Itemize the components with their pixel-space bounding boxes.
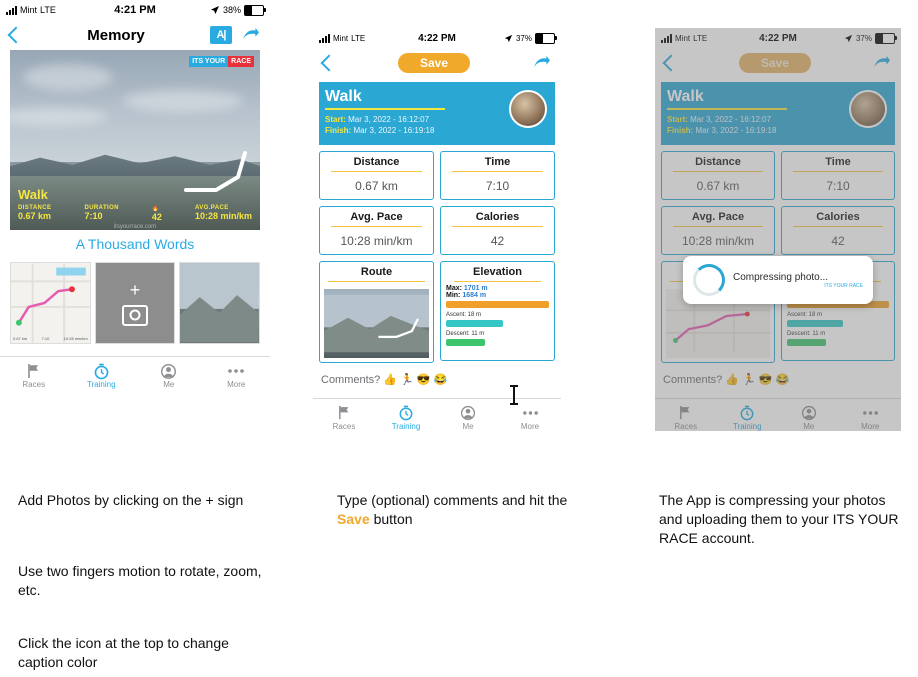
instruction-save-word: Save: [337, 510, 370, 527]
ascent-bar: [787, 320, 843, 327]
compressing-toast: [683, 256, 873, 304]
clock-label: 4:21 PM: [114, 4, 156, 16]
text-cursor: [513, 385, 515, 405]
carrier-label: Mint: [333, 33, 349, 43]
thousand-words-link[interactable]: A Thousand Words: [75, 236, 195, 252]
save-button[interactable]: Save: [398, 53, 470, 73]
phone-screen-comments: [313, 28, 561, 431]
metric-label: Calories: [816, 210, 860, 223]
finish-label: Finish:: [325, 125, 352, 135]
metric-value: 42: [831, 233, 845, 248]
tab-label: Training: [86, 380, 116, 389]
elevation-max-label: Max:: [446, 284, 462, 292]
carrier-label: Mint: [675, 33, 691, 43]
start-value: Mar 3, 2022 - 16:12:07: [348, 115, 430, 124]
metric-divider: [793, 226, 883, 227]
route-overlay-line: [10, 50, 260, 230]
stopwatch-icon: [717, 404, 779, 422]
route-photo: [324, 289, 429, 358]
descent-bar: [787, 339, 826, 346]
stopwatch-icon: [68, 362, 136, 380]
metric-label: Time: [484, 155, 511, 168]
metric-divider: [673, 226, 763, 227]
tab-me[interactable]: [135, 362, 203, 389]
ascent-label: Ascent: 18 m: [446, 311, 482, 318]
caption-color-icon[interactable]: A|: [210, 26, 232, 44]
metric-label: Avg. Pace: [350, 210, 403, 223]
avatar: [849, 90, 887, 128]
metric-value: 10:28 min/km: [681, 233, 755, 248]
stat-calories: [152, 205, 162, 222]
instruction-caption-color: Click the icon at the top to change caption color: [18, 635, 229, 670]
battery-icon: [244, 5, 264, 16]
badge-text-1: ITS YOUR: [189, 56, 228, 67]
page-title: Memory: [87, 26, 145, 44]
route-photo-graphic: [324, 289, 429, 358]
elevation-max: [446, 285, 549, 292]
metric-grid: [319, 151, 555, 363]
elevation-range-bar: [446, 301, 549, 308]
stat-duration: [84, 205, 118, 222]
ascent-label: Ascent: 18 m: [787, 311, 823, 318]
tab-label: Training: [732, 421, 762, 431]
network-label: LTE: [351, 33, 366, 43]
battery-icon: [535, 33, 555, 44]
metric-value: 7:10: [826, 178, 850, 193]
status-bar: [313, 28, 561, 48]
carrier-label: Mint: [20, 5, 38, 15]
ellipsis-icon: [840, 404, 902, 422]
nav-bar: [655, 48, 901, 78]
map-thumbnail[interactable]: [10, 262, 91, 344]
mini-label-pace: 10:28 min/km: [63, 336, 88, 341]
tab-bar: [0, 356, 270, 389]
instruction-add-photos: Add Photos by clicking on the + sign: [18, 492, 244, 508]
share-icon[interactable]: [873, 55, 891, 71]
network-label: LTE: [40, 5, 56, 15]
tab-label: Training: [391, 421, 421, 431]
title-underline: [325, 108, 445, 110]
tab-more[interactable]: [203, 362, 271, 389]
start-label: Start:: [667, 115, 688, 124]
descent-label: Descent: 11 m: [446, 330, 485, 337]
photo-stats-row: [18, 205, 252, 222]
mini-label-distance: 0.67 km: [13, 336, 28, 341]
elevation-card: [440, 261, 555, 361]
tab-more: [840, 404, 902, 431]
stat-label: AVG.PACE: [194, 205, 229, 211]
stat-value: 10:28 min/km: [194, 211, 252, 221]
its-your-race-badge: [189, 56, 254, 67]
finish-value: Mar 3, 2022 - 16:19:18: [353, 125, 435, 135]
metric-divider: [452, 226, 543, 227]
metric-divider: [454, 281, 541, 282]
finish-label: Finish:: [667, 125, 694, 135]
photo-thumbnail-strip: [10, 262, 260, 344]
toast-message: Compressing photo...: [733, 271, 829, 283]
flag-icon: [0, 362, 68, 380]
instruction-type-comments: [337, 491, 587, 529]
tab-label: Me: [163, 380, 175, 389]
metric-value: 10:28 min/km: [340, 233, 413, 248]
descent-label: Descent: 11 m: [787, 330, 826, 337]
battery-percent-label: 38%: [222, 5, 241, 15]
metric-divider: [793, 171, 883, 172]
metric-distance: [319, 151, 434, 200]
nav-bar: [313, 48, 561, 78]
instruction-text-after: button: [369, 510, 413, 527]
metric-time: [781, 151, 895, 200]
metric-label: Time: [825, 155, 851, 168]
battery-icon: [875, 33, 895, 44]
stat-label: DURATION: [84, 205, 119, 211]
phone-screen-uploading: [655, 28, 901, 431]
map-thumbnail-graphic: [11, 263, 90, 343]
stat-label: 🔥: [151, 206, 160, 212]
memory-photo[interactable]: [10, 50, 260, 230]
elevation-min: [446, 292, 549, 299]
metric-label: Calories: [475, 210, 520, 223]
camera-icon: [122, 305, 148, 326]
tab-more[interactable]: [499, 404, 561, 431]
mini-label-time: 7:10: [41, 336, 50, 341]
instruction-compressing: The App is compressing your photos and uploading them to your ITS YOUR RACE account.: [659, 492, 899, 546]
save-button: Save: [739, 53, 811, 73]
metric-time: [440, 151, 555, 200]
tab-me[interactable]: [437, 404, 499, 431]
nav-bar: [0, 20, 270, 50]
watermark-label: itsyourrace.com: [113, 224, 157, 230]
stat-label: DISTANCE: [18, 205, 52, 211]
metric-value: 0.67 km: [355, 178, 398, 193]
instruction-two-fingers: Use two fingers motion to rotate, zoom, etc.: [18, 563, 262, 598]
stat-value: 42: [151, 212, 162, 222]
comments-placeholder: Comments? 👍 🏃 😎 😂: [663, 373, 790, 386]
phone-screen-memory: [0, 0, 270, 389]
status-bar: [655, 28, 901, 48]
activity-header-card: [319, 82, 555, 145]
photo-thumbnail[interactable]: [179, 262, 260, 344]
person-icon: [778, 404, 840, 422]
person-icon: [135, 362, 203, 380]
flag-icon: [655, 404, 717, 422]
tab-label: Races: [332, 421, 356, 431]
metric-label: Avg. Pace: [691, 210, 745, 223]
clock-label: 4:22 PM: [759, 32, 797, 44]
tab-label: More: [520, 421, 540, 431]
tab-me: [778, 404, 840, 431]
stat-value: 0.67 km: [18, 211, 52, 221]
start-label: Start:: [325, 115, 346, 124]
tab-training: [717, 404, 779, 431]
tab-races: [655, 404, 717, 431]
clock-label: 4:22 PM: [418, 32, 456, 44]
route-card[interactable]: [319, 261, 434, 363]
tab-label: Me: [462, 421, 474, 431]
activity-title: Walk: [325, 88, 362, 105]
person-icon: [437, 404, 499, 422]
flag-icon: [313, 404, 375, 422]
metric-label: Distance: [353, 155, 400, 168]
elevation-min-value: 1684 m: [462, 291, 487, 299]
activity-header-card: [661, 82, 895, 145]
metric-divider: [452, 171, 543, 172]
elevation-min-label: Min:: [446, 291, 461, 299]
metric-divider: [673, 171, 763, 172]
tab-races[interactable]: [0, 362, 68, 389]
metric-label: Distance: [695, 155, 741, 168]
avatar[interactable]: [509, 90, 547, 128]
battery-percent-label: 37%: [855, 33, 872, 43]
metric-calories: [781, 206, 895, 255]
elevation-max-value: 1701 m: [463, 284, 488, 292]
comments-input: [663, 373, 893, 386]
stat-distance: [18, 205, 51, 222]
route-label: Route: [360, 265, 393, 278]
status-bar: [0, 0, 270, 20]
elevation-label: Elevation: [473, 265, 522, 278]
tab-label: More: [861, 421, 880, 431]
metric-value: 42: [490, 233, 505, 248]
loading-spinner-icon: [693, 264, 725, 296]
ellipsis-icon: [499, 404, 561, 422]
share-icon[interactable]: [242, 27, 260, 43]
activity-title: Walk: [667, 88, 704, 105]
metric-divider: [331, 226, 422, 227]
tab-bar: [655, 398, 901, 431]
tab-label: Me: [803, 421, 815, 431]
tab-label: Races: [22, 380, 46, 389]
metric-divider: [328, 281, 425, 282]
stat-value: 7:10: [84, 211, 103, 221]
map-thumbnail-labels: [13, 336, 88, 341]
title-underline: [667, 108, 787, 110]
metric-value: 7:10: [485, 178, 510, 193]
battery-percent-label: 37%: [515, 33, 532, 43]
network-label: LTE: [693, 33, 708, 43]
ellipsis-icon: [203, 362, 271, 380]
ascent-bar: [446, 320, 503, 327]
instruction-text-before: Type (optional) comments and hit the: [337, 492, 568, 508]
photo-caption-title: Walk: [18, 187, 48, 202]
metric-avg-pace: [319, 206, 434, 255]
comments-input[interactable]: [321, 373, 553, 386]
start-value: Mar 3, 2022 - 16:12:07: [690, 115, 772, 124]
tab-label: Races: [674, 421, 698, 431]
tab-training[interactable]: [68, 362, 136, 389]
plus-icon: +: [129, 279, 141, 300]
photo-thumbnail-graphic: [180, 263, 259, 343]
toast-brand: ITS YOUR RACE: [824, 282, 863, 289]
metric-avg-pace: [661, 206, 775, 255]
tab-label: More: [227, 380, 246, 389]
badge-text-2: RACE: [228, 56, 254, 67]
tab-training[interactable]: [375, 404, 437, 431]
add-photo-button[interactable]: [95, 262, 176, 344]
tab-bar: [313, 398, 561, 431]
metric-calories: [440, 206, 555, 255]
metric-distance: [661, 151, 775, 200]
tab-races[interactable]: [313, 404, 375, 431]
metric-divider: [331, 171, 422, 172]
stopwatch-icon: [375, 404, 437, 422]
share-icon[interactable]: [533, 55, 551, 71]
descent-bar: [446, 339, 485, 346]
metric-value: 0.67 km: [696, 178, 740, 193]
finish-value: Mar 3, 2022 - 16:19:18: [695, 125, 777, 135]
comments-placeholder: Comments? 👍 🏃 😎 😂: [321, 373, 448, 386]
stat-avg-pace: [195, 205, 252, 222]
